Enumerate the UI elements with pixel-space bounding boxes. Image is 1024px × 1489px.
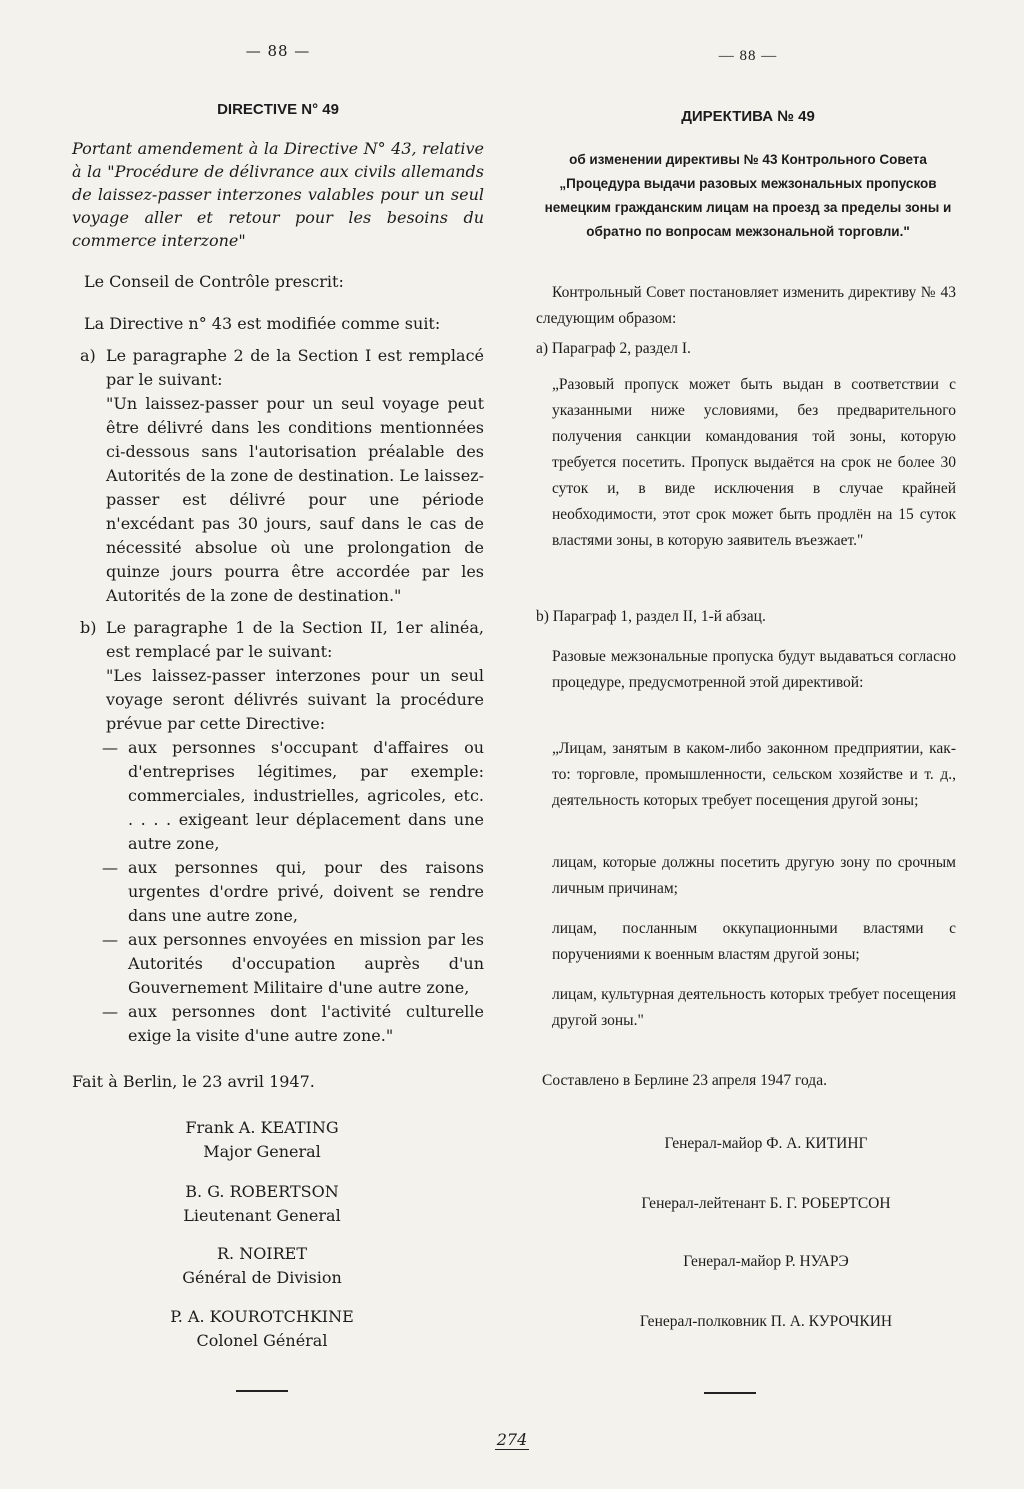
signature-ru: Генерал-лейтенант Б. Г. РОБЕРТСОН [641,1195,891,1212]
item-a-text-fr: Le paragraphe 2 de la Section I est remplacé par le suivant: [106,346,484,389]
list-item-fr: aux personnes qui, pour des raisons urgentes d'ordre privé, doivent se rendre dans une autre zone, [128,858,484,925]
list-item-fr: aux personnes s'occupant d'affaires ou d'entreprises légitimes, par exemple: commerciales, industrielles, agricoles, etc. . . . . exigeant leur déplacement dans une autre zone, [128,738,484,853]
done-at-fr: Fait à Berlin, le 23 avril 1947. [72,1072,315,1091]
list-item-fr: aux personnes envoyées en mission par les Autorités d'occupation auprès d'un Gouvernement Militaire d'une autre zone, [128,930,484,997]
end-rule-fr [236,1390,288,1392]
footer-page-number-text: 274 [496,1430,528,1449]
signatory-rank: Lieutenant General [183,1206,341,1225]
list-item-ru: „Лицам, занятым в каком-либо законном предприятии, как-то: торговле, промышленности, сельском хозяйстве и т. д., деятельность которых требует посещения другой зоны; [552,740,956,809]
intro-ru: Контрольный Совет постановляет изменить директиву № 43 следующим образом: [536,284,956,327]
signatory-rank: Général de Division [182,1268,342,1287]
signature-ru: Генерал-майор Ф. А. КИТИНГ [664,1135,868,1152]
list-dash: — [102,738,118,757]
item-a-marker-fr: a) [80,346,96,365]
item-b-quote-fr: "Les laissez-passer interzones pour un seul voyage seront délivrés suivant la procédure prévue par cette Directive: [106,666,484,733]
item-a-quote-fr: "Un laissez-passer pour un seul voyage peut être délivré dans les conditions mentionnées ci-dessous sans l'autorisation préalable des Autorités de la zone de destination. Le laissez-passer est délivré pour une période n'excédant pas 30 jours, sauf dans le cas de nécessité absolue où une prolongation de quinze jours pourra être accordée par les Autorités de la zone de destination." [106,394,484,605]
list-dash: — [102,858,118,877]
list-item-ru: лицам, которые должны посетить другую зону по срочным личным причинам; [552,854,956,897]
signatory-name: B. G. ROBERTSON [185,1182,339,1201]
directive-title-fr: DIRECTIVE N° 49 [217,101,339,118]
signature-ru: Генерал-майор Р. НУАРЭ [683,1253,849,1270]
signatory-name: R. NOIRET [216,1244,308,1263]
list-item-fr: aux personnes dont l'activité culturelle exige la visite d'une autre zone." [128,1002,484,1045]
signatory-rank: Colonel Général [196,1331,328,1350]
signature-fr [152,1116,372,1164]
done-at-ru: Составлено в Берлине 23 апреля 1947 года. [542,1072,827,1089]
item-b-marker-fr: b) [80,618,97,637]
directive-subtitle-ru: об изменении директивы № 43 Контрольного Совета „Процедура выдачи разовых межзональных пропусков немецким гражданским лицам на проезд за пределы зоны и обратно по вопросам межзональной торговли." [544,152,952,239]
page-number-fr: — 88 — [245,42,311,60]
item-a-quote-ru: „Разовый пропуск может быть выдан в соответствии с указанными ниже условиями, без предварительного получения санкции командования той зоны, которую требуется посетить. Пропуск выдаётся на срок не более 30 суток и, в виде исключения в случае крайней необходимости, этот срок может быть продлён на 15 суток властями зоны, в которую заявитель въезжает." [552,376,956,549]
signatory-name: Frank A. KEATING [185,1118,339,1137]
directive-subtitle-fr: Portant amendement à la Directive N° 43, relative à la "Procédure de délivrance aux civils allemands de laissez-passer interzones valables pour un seul voyage aller et retour pour les besoins du commerce interzone" [72,139,484,250]
list-dash: — [102,1002,118,1021]
item-a-heading-ru: а) Параграф 2, раздел I. [536,340,691,357]
end-rule-ru [704,1392,756,1394]
signature-fr [152,1305,372,1353]
list-dash: — [102,930,118,949]
signature-fr [152,1242,372,1290]
list-item-ru: лицам, посланным оккупационными властями с поручениями к военным властям другой зоны; [552,920,956,963]
item-b-heading-ru: b) Параграф 1, раздел II, 1-й абзац. [536,608,766,625]
footer-page-number [0,1430,1024,1449]
item-b-text-fr: Le paragraphe 1 de la Section II, 1er alinéa, est remplacé par le suivant: [106,618,484,661]
signatory-name: P. A. KOUROTCHKINE [170,1307,354,1326]
signatory-rank: Major General [203,1142,321,1161]
signature-fr [152,1180,372,1228]
list-item-ru: лицам, культурная деятельность которых требует посещения другой зоны." [552,986,956,1029]
signature-ru: Генерал-полковник П. А. КУРОЧКИН [639,1313,893,1330]
page-number-ru: — 88 — [718,48,778,64]
directive-title-ru: ДИРЕКТИВА № 49 [681,108,815,125]
modified-fr: La Directive n° 43 est modifiée comme suit: [84,314,441,333]
item-b-text-ru: Разовые межзональные пропуска будут выдаваться согласно процедуре, предусмотренной этой директивой: [552,648,956,691]
intro-fr: Le Conseil de Contrôle prescrit: [84,272,344,291]
